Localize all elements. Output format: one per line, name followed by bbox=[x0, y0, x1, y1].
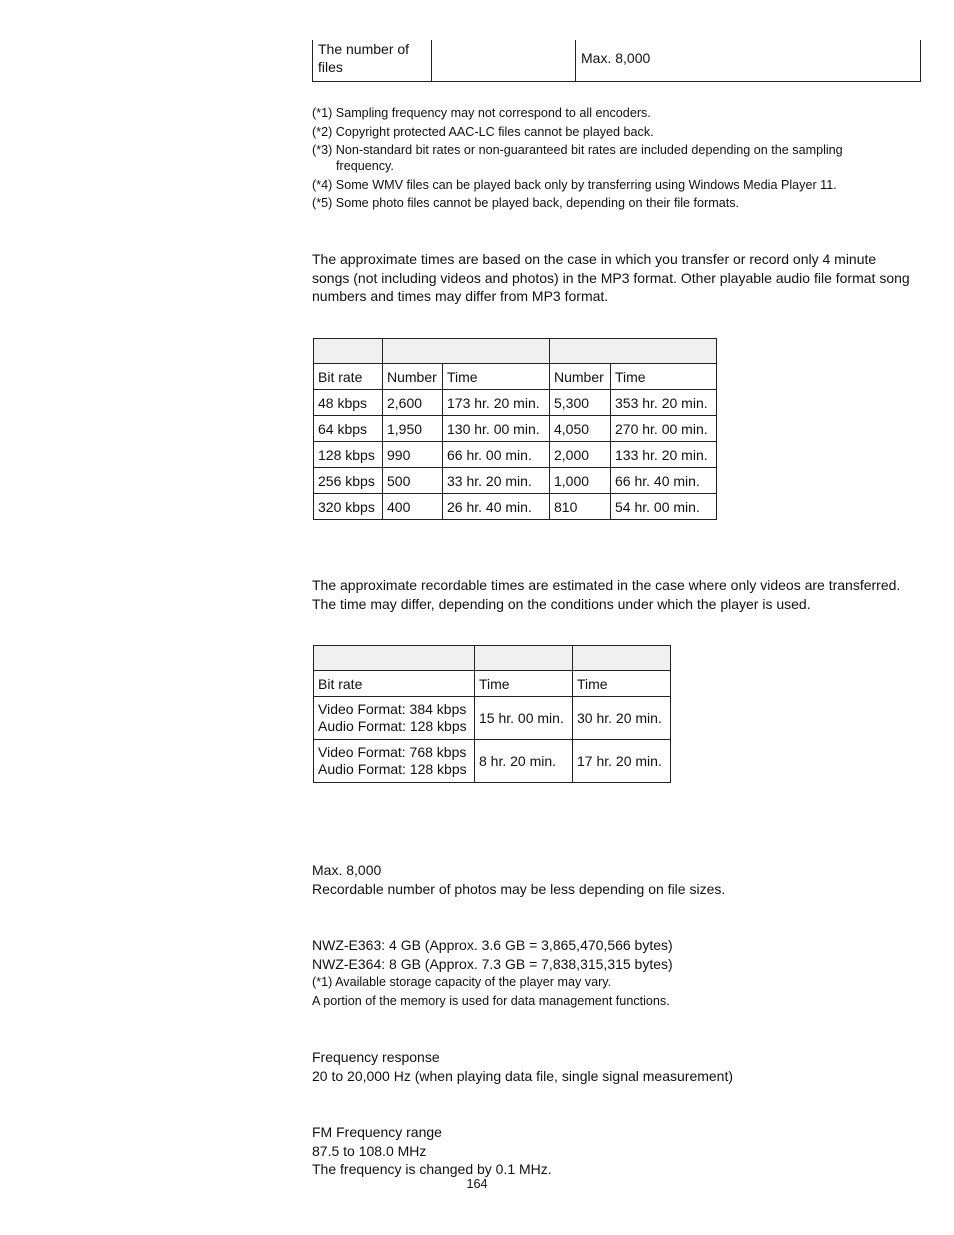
music-table-group-header bbox=[314, 339, 717, 364]
top-table-divider-1 bbox=[431, 40, 432, 81]
music-header-number-2: Number bbox=[550, 364, 611, 390]
cell: 66 hr. 00 min. bbox=[443, 442, 550, 468]
footnotes bbox=[312, 105, 912, 214]
cell: 270 hr. 00 min. bbox=[611, 416, 717, 442]
cell: 66 hr. 40 min. bbox=[611, 468, 717, 494]
music-line-1: The approximate times are based on the case in which you transfer or record only 4 minute bbox=[312, 251, 877, 267]
cell: 5,300 bbox=[550, 390, 611, 416]
photo-max: Max. 8,000 bbox=[312, 862, 382, 878]
fm-range-label: FM Frequency range bbox=[312, 1124, 442, 1140]
music-group-2 bbox=[550, 339, 717, 364]
footnote-3-cont: frequency. bbox=[336, 159, 394, 173]
video-header-bitrate: Bit rate bbox=[314, 671, 475, 697]
table-row bbox=[314, 442, 717, 468]
capacity-e364: NWZ-E364: 8 GB (Approx. 7.3 GB = 7,838,315,315 bytes) bbox=[312, 955, 673, 972]
top-table-divider-2 bbox=[575, 40, 576, 81]
music-line-3: numbers and times may differ from MP3 format. bbox=[312, 288, 609, 305]
cell: 33 hr. 20 min. bbox=[443, 468, 550, 494]
cell: 15 hr. 00 min. bbox=[475, 697, 573, 740]
music-header-time-1: Time bbox=[443, 364, 550, 390]
table-row bbox=[314, 390, 717, 416]
video-table-group-header bbox=[314, 646, 671, 671]
cell: 26 hr. 40 min. bbox=[443, 494, 550, 520]
music-group-empty bbox=[314, 339, 383, 364]
cell: 4,050 bbox=[550, 416, 611, 442]
cell: 2,000 bbox=[550, 442, 611, 468]
video-format: Video Format: 768 kbps bbox=[318, 744, 467, 760]
footnote-2: (*2) Copyright protected AAC-LC files cannot be played back. bbox=[312, 124, 654, 139]
video-line-1: The approximate recordable times are estimated in the case where only videos are transferred. bbox=[312, 577, 901, 593]
capacity-note-2: A portion of the memory is used for data management functions. bbox=[312, 993, 670, 1008]
footnote-3: (*3) Non-standard bit rates or non-guaranteed bit rates are included depending on the sampling bbox=[312, 143, 843, 157]
capacity-note-1: (*1) Available storage capacity of the player may vary. bbox=[312, 975, 612, 990]
cell bbox=[314, 740, 475, 783]
video-header-time-2: Time bbox=[573, 671, 671, 697]
music-header-time-2: Time bbox=[611, 364, 717, 390]
top-table-label: The number of files bbox=[318, 41, 410, 75]
cell: 500 bbox=[383, 468, 443, 494]
cell: 990 bbox=[383, 442, 443, 468]
table-row bbox=[314, 697, 671, 740]
capacity-section bbox=[312, 936, 932, 1010]
frequency-response-label: Frequency response bbox=[312, 1049, 440, 1065]
cell: 1,950 bbox=[383, 416, 443, 442]
music-table-header bbox=[314, 364, 717, 390]
cell: 64 kbps bbox=[314, 416, 383, 442]
cell: 130 hr. 00 min. bbox=[443, 416, 550, 442]
top-table bbox=[312, 40, 921, 82]
video-paragraph bbox=[312, 576, 932, 613]
music-line-2: songs (not including videos and photos) in the MP3 format. Other playable audio file format song bbox=[312, 269, 910, 286]
photo-section bbox=[312, 861, 932, 898]
frequency-response-value: 20 to 20,000 Hz (when playing data file, single signal measurement) bbox=[312, 1067, 734, 1084]
photo-note: Recordable number of photos may be less depending on file sizes. bbox=[312, 880, 726, 897]
video-header-time-1: Time bbox=[475, 671, 573, 697]
table-row bbox=[314, 740, 671, 783]
music-header-number-1: Number bbox=[383, 364, 443, 390]
cell: 133 hr. 20 min. bbox=[611, 442, 717, 468]
cell: 54 hr. 00 min. bbox=[611, 494, 717, 520]
video-group-2 bbox=[573, 646, 671, 671]
video-line-2: The time may differ, depending on the conditions under which the player is used. bbox=[312, 595, 811, 612]
cell: 400 bbox=[383, 494, 443, 520]
cell: 810 bbox=[550, 494, 611, 520]
audio-format: Audio Format: 128 kbps bbox=[318, 761, 467, 777]
cell: 173 hr. 20 min. bbox=[443, 390, 550, 416]
capacity-e363: NWZ-E363: 4 GB (Approx. 3.6 GB = 3,865,470,566 bytes) bbox=[312, 937, 673, 953]
video-group-empty bbox=[314, 646, 475, 671]
music-header-bitrate: Bit rate bbox=[314, 364, 383, 390]
footnote-4: (*4) Some WMV files can be played back only by transferring using Windows Media Player 11. bbox=[312, 177, 837, 192]
video-format: Video Format: 384 kbps bbox=[318, 701, 467, 717]
cell: 1,000 bbox=[550, 468, 611, 494]
cell: 48 kbps bbox=[314, 390, 383, 416]
audio-section bbox=[312, 1048, 932, 1085]
top-table-value: Max. 8,000 bbox=[581, 50, 651, 66]
video-table-header bbox=[314, 671, 671, 697]
page-number: 164 bbox=[466, 1177, 488, 1191]
music-group-1 bbox=[383, 339, 550, 364]
table-row bbox=[314, 468, 717, 494]
fm-section bbox=[312, 1123, 932, 1179]
cell: 353 hr. 20 min. bbox=[611, 390, 717, 416]
table-row bbox=[314, 416, 717, 442]
cell: 30 hr. 20 min. bbox=[573, 697, 671, 740]
cell bbox=[314, 697, 475, 740]
footnote-5: (*5) Some photo files cannot be played back, depending on their file formats. bbox=[312, 196, 740, 210]
cell: 8 hr. 20 min. bbox=[475, 740, 573, 783]
cell: 320 kbps bbox=[314, 494, 383, 520]
fm-step: The frequency is changed by 0.1 MHz. bbox=[312, 1161, 552, 1178]
footnote-1: (*1) Sampling frequency may not correspond to all encoders. bbox=[312, 106, 651, 120]
fm-range-value: 87.5 to 108.0 MHz bbox=[312, 1142, 427, 1159]
video-table bbox=[313, 645, 671, 783]
cell: 17 hr. 20 min. bbox=[573, 740, 671, 783]
audio-format: Audio Format: 128 kbps bbox=[318, 718, 467, 734]
cell: 256 kbps bbox=[314, 468, 383, 494]
cell: 128 kbps bbox=[314, 442, 383, 468]
table-row bbox=[314, 494, 717, 520]
video-group-1 bbox=[475, 646, 573, 671]
music-table bbox=[313, 338, 717, 520]
music-paragraph bbox=[312, 250, 932, 306]
cell: 2,600 bbox=[383, 390, 443, 416]
